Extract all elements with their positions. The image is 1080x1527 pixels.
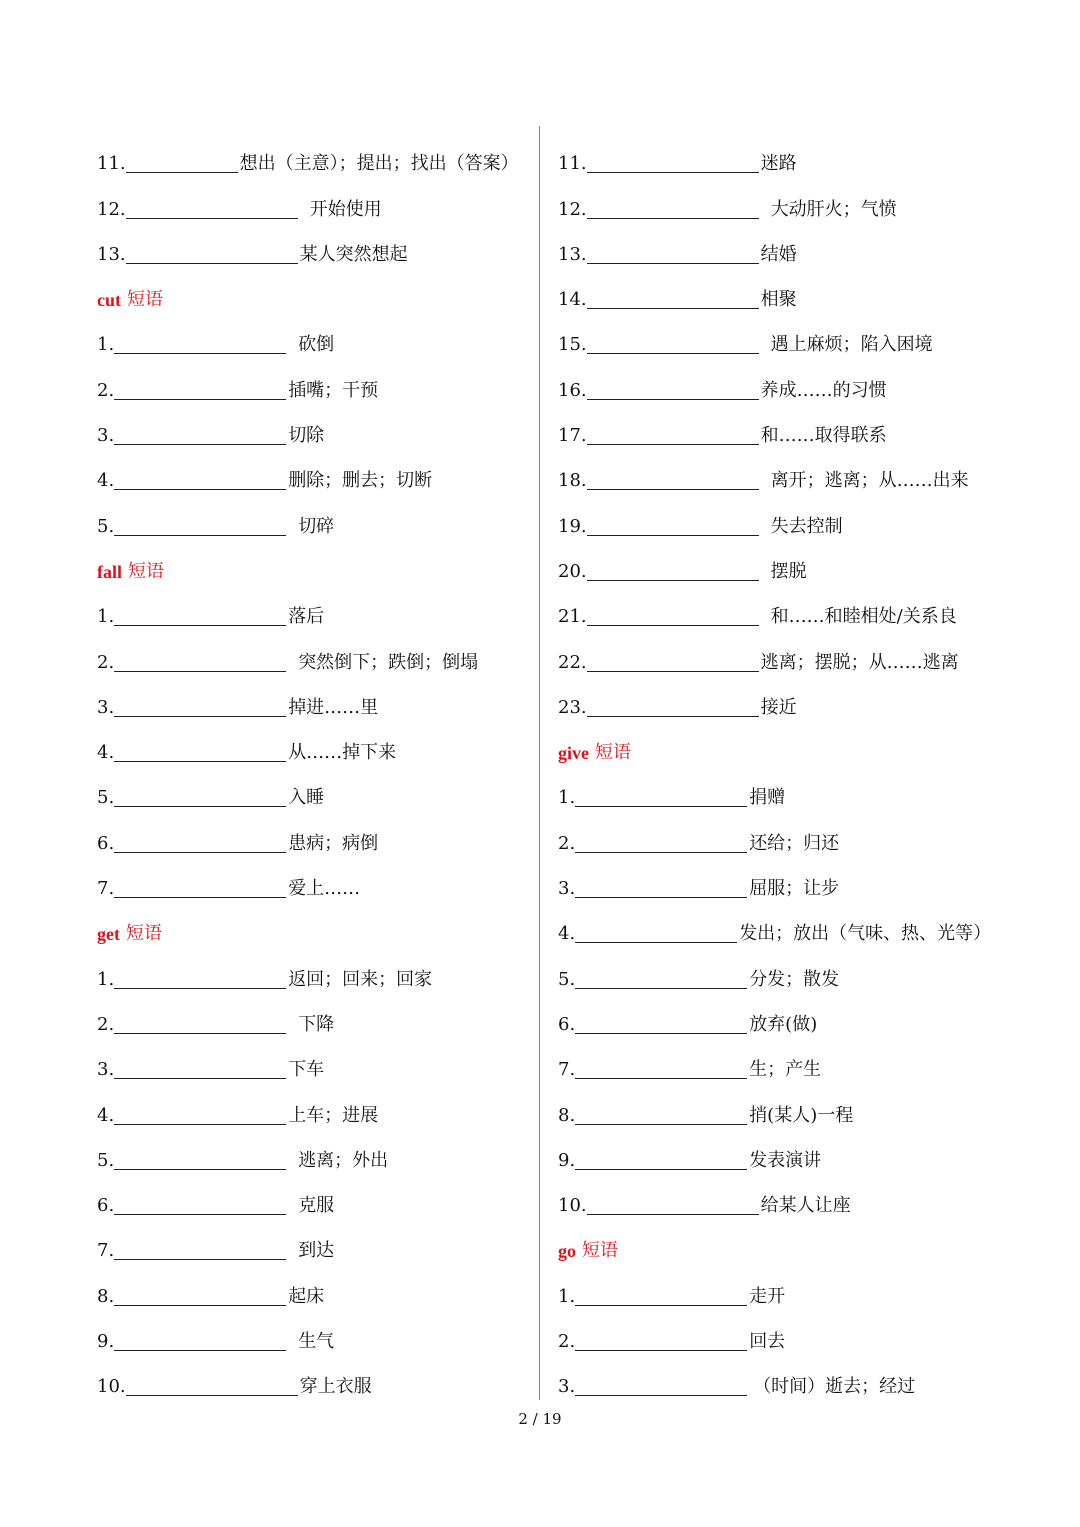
phrase-item [558,445,998,490]
answer-blank[interactable] [575,1332,747,1351]
page-number: 2 / 19 [518,1410,562,1428]
section-label: 短语 [595,742,631,764]
answer-blank[interactable] [587,245,759,264]
phrase-item [97,1351,537,1396]
answer-blank[interactable] [114,653,286,672]
answer-blank[interactable] [575,879,747,898]
item-number: 5. [97,787,115,809]
answer-blank[interactable] [587,471,759,490]
item-number: 16. [558,379,587,401]
phrase-item [97,672,537,717]
phrase-item [97,943,537,988]
item-number: 1. [558,787,576,809]
answer-blank[interactable] [575,788,747,807]
phrase-item [558,626,998,671]
item-number: 4. [97,470,115,492]
chinese-meaning: 发出；放出（气味、热、光等） [739,923,992,945]
phrase-item [558,490,998,535]
answer-blank[interactable] [575,924,737,943]
phrase-item [558,1034,998,1079]
item-number: 1. [558,1285,576,1307]
chinese-meaning: 迷路 [760,153,797,175]
item-number: 9. [97,1331,115,1353]
phrase-item [97,807,537,852]
phrase-item [97,989,537,1034]
answer-blank[interactable] [126,200,298,219]
chinese-meaning: 从……掉下来 [288,742,397,764]
answer-blank[interactable] [114,335,286,354]
phrase-item [558,309,998,354]
item-number: 6. [97,1195,115,1217]
item-number: 3. [97,696,115,718]
section-header-fall [97,536,537,581]
phrase-item [97,626,537,671]
chinese-meaning: 捐赠 [749,787,786,809]
chinese-meaning: 和……取得联系 [760,425,887,447]
answer-blank[interactable] [575,1015,747,1034]
chinese-meaning: 下降 [298,1013,335,1035]
item-number: 10. [558,1195,587,1217]
item-number: 23. [558,696,587,718]
chinese-meaning: 大动肝火；气愤 [770,198,897,220]
answer-blank[interactable] [587,200,759,219]
answer-blank[interactable] [575,834,747,853]
answer-blank[interactable] [114,1106,286,1125]
item-number: 3. [558,1376,576,1398]
section-keyword: get [97,924,120,945]
section-keyword: give [558,743,589,764]
chinese-meaning: 离开；逃离；从……出来 [770,470,969,492]
phrase-item [97,445,537,490]
chinese-meaning: 起床 [288,1285,325,1307]
chinese-meaning: 克服 [298,1195,335,1217]
phrase-item [558,354,998,399]
item-number: 8. [97,1285,115,1307]
answer-blank[interactable] [114,1196,286,1215]
answer-blank[interactable] [575,1287,747,1306]
item-number: 14. [558,289,587,311]
answer-blank[interactable] [587,698,759,717]
section-header-give [558,717,998,762]
section-label: 短语 [582,1240,618,1262]
item-number: 12. [558,198,587,220]
chinese-meaning: 上车；进展 [288,1104,379,1126]
item-number: 19. [558,515,587,537]
answer-blank[interactable] [114,1287,286,1306]
phrase-item [558,219,998,264]
answer-blank[interactable] [114,381,286,400]
answer-blank[interactable] [126,245,298,264]
phrase-item [558,173,998,218]
answer-blank[interactable] [114,1332,286,1351]
phrase-item [558,1125,998,1170]
answer-blank[interactable] [114,1151,286,1170]
chinese-meaning: 穿上衣服 [299,1376,372,1398]
item-number: 9. [558,1149,576,1171]
chinese-meaning: 结婚 [760,243,797,265]
phrase-item [558,1306,998,1351]
chinese-meaning: 生气 [298,1331,335,1353]
chinese-meaning: 走开 [749,1285,786,1307]
item-number: 20. [558,560,587,582]
item-number: 4. [97,1104,115,1126]
answer-blank[interactable] [114,1241,286,1260]
answer-blank[interactable] [587,335,759,354]
answer-blank[interactable] [587,653,759,672]
chinese-meaning: 发表演讲 [749,1149,822,1171]
phrase-item [97,1215,537,1260]
section-label: 短语 [125,923,162,945]
chinese-meaning: 切碎 [298,515,335,537]
phrase-item [97,173,537,218]
answer-blank[interactable] [575,1060,747,1079]
item-number: 3. [97,1059,115,1081]
item-number: 17. [558,425,587,447]
section-header-cut [97,264,537,309]
chinese-meaning: 删除；删去；切断 [288,470,433,492]
item-number: 5. [97,515,115,537]
item-number: 21. [558,606,587,628]
phrase-item [97,309,537,354]
chinese-meaning: 入睡 [288,787,325,809]
chinese-meaning: 返回；回来；回家 [288,968,433,990]
item-number: 3. [97,425,115,447]
answer-blank[interactable] [126,154,238,173]
phrase-item [97,128,537,173]
chinese-meaning: 放弃(做) [749,1013,818,1035]
item-number: 5. [558,968,576,990]
chinese-meaning: 屈服；让步 [749,878,840,900]
phrase-item [97,400,537,445]
phrase-item [558,898,998,943]
section-label: 短语 [128,560,164,582]
chinese-meaning: 开始使用 [309,198,382,220]
chinese-meaning: 还给；归还 [749,832,840,854]
answer-blank[interactable] [587,290,759,309]
answer-blank[interactable] [587,381,759,400]
item-number: 15. [558,334,587,356]
item-number: 11. [558,153,587,175]
right-column [558,128,998,1396]
item-number: 22. [558,651,587,673]
phrase-item [97,354,537,399]
item-number: 8. [558,1104,576,1126]
chinese-meaning: 相聚 [760,289,797,311]
answer-blank[interactable] [575,1377,747,1396]
item-number: 3. [558,878,576,900]
phrase-item [558,989,998,1034]
section-label: 短语 [127,289,163,311]
phrase-item [558,581,998,626]
chinese-meaning: 逃离；摆脱；从……逃离 [760,651,959,673]
phrase-item [558,1170,998,1215]
phrase-item [97,1079,537,1124]
answer-blank[interactable] [575,1106,747,1125]
section-keyword: cut [97,290,121,311]
chinese-meaning: 想出（主意）；提出；找出（答案） [239,153,519,175]
item-number: 6. [558,1013,576,1035]
chinese-meaning: 生；产生 [749,1059,822,1081]
chinese-meaning: 逃离；外出 [298,1149,389,1171]
chinese-meaning: 接近 [760,696,797,718]
item-number: 7. [97,878,115,900]
item-number: 18. [558,470,587,492]
answer-blank[interactable] [114,698,286,717]
chinese-meaning: 养成……的习惯 [760,379,887,401]
answer-blank[interactable] [587,562,759,581]
chinese-meaning: （时间）逝去；经过 [753,1376,916,1398]
item-number: 1. [97,606,115,628]
phrase-item [558,672,998,717]
item-number: 13. [97,243,126,265]
answer-blank[interactable] [114,970,286,989]
phrase-item [97,1170,537,1215]
answer-blank[interactable] [575,1151,747,1170]
chinese-meaning: 失去控制 [770,515,843,537]
chinese-meaning: 落后 [288,606,325,628]
phrase-item [97,853,537,898]
chinese-meaning: 砍倒 [298,334,335,356]
chinese-meaning: 捎(某人)一程 [749,1104,854,1126]
answer-blank[interactable] [587,154,759,173]
answer-blank[interactable] [114,471,286,490]
answer-blank[interactable] [587,607,759,626]
phrase-item [558,943,998,988]
phrase-item [97,717,537,762]
section-header-get [97,898,537,943]
item-number: 13. [558,243,587,265]
item-number: 2. [558,1331,576,1353]
chinese-meaning: 到达 [298,1240,335,1262]
chinese-meaning: 插嘴；干预 [288,379,379,401]
chinese-meaning: 下车 [288,1059,325,1081]
item-number: 5. [97,1149,115,1171]
phrase-item [558,762,998,807]
chinese-meaning: 和……和睦相处/关系良 [770,606,957,628]
item-number: 1. [97,334,115,356]
phrase-item [97,219,537,264]
chinese-meaning: 切除 [288,425,325,447]
section-keyword: go [558,1241,576,1262]
answer-blank[interactable] [575,970,747,989]
phrase-item [97,762,537,807]
item-number: 1. [97,968,115,990]
column-divider [539,126,540,1400]
item-number: 7. [97,1240,115,1262]
phrase-item [558,1351,998,1396]
answer-blank[interactable] [126,1377,298,1396]
item-number: 2. [97,1013,115,1035]
item-number: 4. [558,923,576,945]
section-header-go [558,1215,998,1260]
phrase-item [97,490,537,535]
chinese-meaning: 遇上麻烦；陷入困境 [770,334,933,356]
phrase-item [558,264,998,309]
phrase-item [97,1125,537,1170]
phrase-item [558,1260,998,1305]
phrase-item [558,536,998,581]
answer-blank[interactable] [587,517,759,536]
phrase-item [97,1260,537,1305]
item-number: 4. [97,742,115,764]
answer-blank[interactable] [114,1060,286,1079]
answer-blank[interactable] [114,517,286,536]
section-keyword: fall [97,561,122,582]
phrase-item [97,581,537,626]
item-number: 2. [97,651,115,673]
phrase-item [97,1034,537,1079]
answer-blank[interactable] [587,426,759,445]
phrase-item [558,1079,998,1124]
answer-blank[interactable] [587,1196,759,1215]
chinese-meaning: 给某人让座 [760,1195,851,1217]
chinese-meaning: 分发；散发 [749,968,840,990]
chinese-meaning: 回去 [749,1331,786,1353]
left-column [97,128,537,1396]
answer-blank[interactable] [114,426,286,445]
item-number: 2. [97,379,115,401]
answer-blank[interactable] [114,788,286,807]
chinese-meaning: 患病；病倒 [288,832,379,854]
chinese-meaning: 掉进……里 [288,696,379,718]
item-number: 12. [97,198,126,220]
chinese-meaning: 摆脱 [770,560,807,582]
answer-blank[interactable] [114,607,286,626]
answer-blank[interactable] [114,1015,286,1034]
phrase-item [558,853,998,898]
item-number: 2. [558,832,576,854]
phrase-item [558,128,998,173]
phrase-item [558,400,998,445]
answer-blank[interactable] [114,879,286,898]
chinese-meaning: 某人突然想起 [299,243,408,265]
item-number: 10. [97,1376,126,1398]
item-number: 6. [97,832,115,854]
phrase-item [97,1306,537,1351]
item-number: 11. [97,153,126,175]
answer-blank[interactable] [114,834,286,853]
phrase-item [558,807,998,852]
chinese-meaning: 突然倒下；跌倒；倒塌 [298,651,479,673]
item-number: 7. [558,1059,576,1081]
chinese-meaning: 爱上…… [288,878,361,900]
answer-blank[interactable] [114,743,286,762]
